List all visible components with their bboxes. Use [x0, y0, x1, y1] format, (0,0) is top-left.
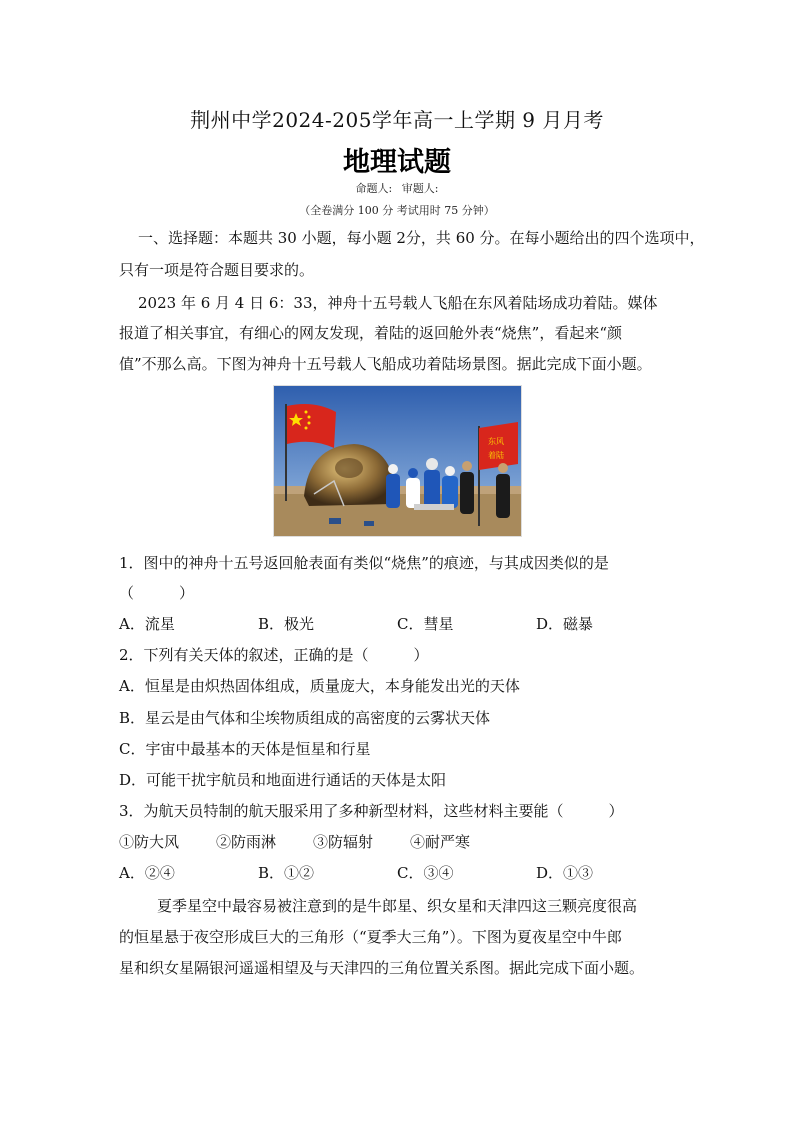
q2-option-d: D．可能干扰宇航员和地面进行通话的天体是太阳 — [119, 771, 447, 789]
q2-option-c: C．宇宙中最基本的天体是恒星和行星 — [119, 740, 371, 758]
q3-item-3: ③防辐射 — [313, 833, 374, 851]
material2-line1: 夏季星空中最容易被注意到的是牛郎星、织女星和天津四这三颗亮度很高 — [157, 897, 638, 915]
chinese-flag — [287, 404, 336, 448]
q1-option-a: A．流星 — [119, 615, 175, 633]
section-intro-line2: 只有一项是符合题目要求的。 — [119, 261, 315, 279]
material2-line3: 星和织女星隔银河遥遥相望及与天津四的三角位置关系图。据此完成下面小题。 — [119, 959, 645, 977]
q3-stem: 3．为航天员特制的航天服采用了多种新型材料，这些材料主要能（ ） — [119, 802, 624, 820]
q3-option-a: A．②④ — [119, 864, 175, 882]
q1-stem-line1: 1．图中的神舟十五号返回舱表面有类似“烧焦”的痕迹，与其成因类似的是 — [119, 554, 609, 572]
q1-option-b: B．极光 — [258, 615, 315, 633]
q3-option-d: D．①③ — [536, 864, 594, 882]
q2-stem: 2．下列有关天体的叙述，正确的是（ ） — [119, 646, 429, 664]
author-label: 命题人: — [355, 182, 393, 195]
subject-title: 地理试题 — [343, 147, 451, 178]
landing-photo — [273, 385, 522, 537]
author-line — [0, 180, 794, 196]
exam-title: 荆州中学2024-205学年高一上学期 9 月月考 — [190, 108, 604, 132]
q3-item-1: ①防大风 — [119, 833, 180, 851]
material1-line3: 值”不那么高。下图为神舟十五号载人飞船成功着陆场景图。据此完成下面小题。 — [119, 355, 652, 373]
q3-item-2: ②防雨淋 — [216, 833, 277, 851]
q3-option-b: B．①② — [258, 864, 315, 882]
q3-item-4: ④耐严寒 — [410, 833, 471, 851]
material1-line1: 2023 年 6 月 4 日 6：33，神舟十五号载人飞船在东风着陆场成功着陆。媒体 — [138, 294, 658, 312]
red-banner — [479, 422, 518, 470]
q1-stem-line2: （ ） — [119, 584, 195, 602]
banner-text-1: 东风 — [488, 437, 504, 446]
material1-line2: 报道了相关事宜，有细心的网友发现，着陆的返回舱外表“烧焦”，看起来“颜 — [119, 324, 623, 342]
section-intro-line1: 一、选择题：本题共 30 小题，每小题 2分，共 60 分。在每小题给出的四个选项中， — [138, 229, 705, 247]
landing-scene-image — [274, 386, 521, 536]
q2-option-b: B．星云是由气体和尘埃物质组成的高密度的云雾状天体 — [119, 709, 491, 727]
q1-option-c: C．彗星 — [397, 615, 454, 633]
banner-text-2: 着陆 — [488, 451, 504, 460]
reviewer-label: 审题人: — [401, 182, 439, 195]
score-info: （全卷满分 100 分 考试用时 75 分钟） — [299, 204, 495, 217]
q3-option-c: C．③④ — [397, 864, 454, 882]
q1-option-d: D．磁暴 — [536, 615, 594, 633]
q2-option-a: A．恒星是由炽热固体组成，质量庞大，本身能发出光的天体 — [119, 677, 520, 695]
material2-line2: 的恒星悬于夜空形成巨大的三角形（“夏季大三角”）。下图为夏夜星空中牛郎 — [119, 928, 622, 946]
